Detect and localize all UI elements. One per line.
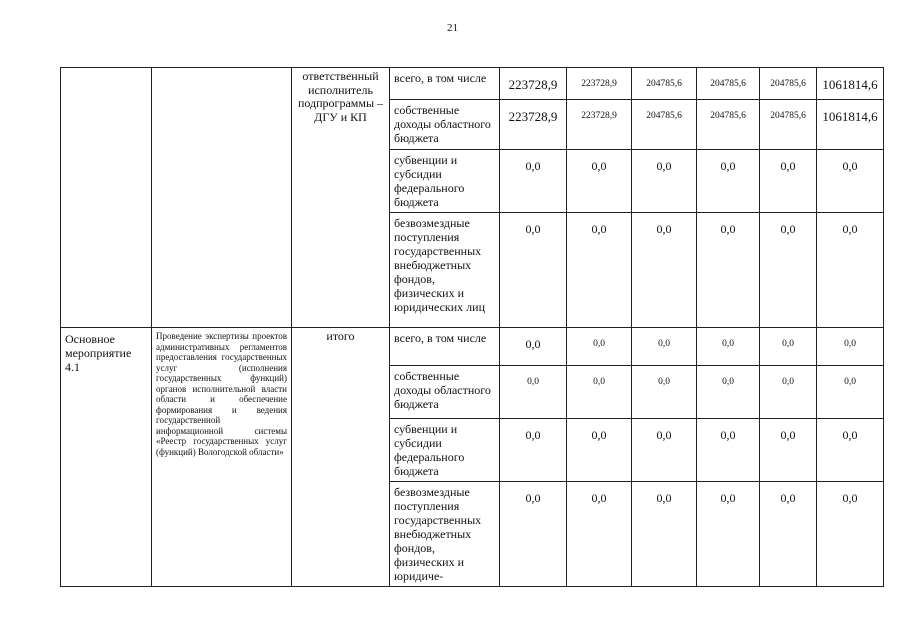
value-cell: 0,0 [500,419,567,482]
value-cell: 223728,9 [500,100,567,150]
description-cell: Проведение экспертизы проектов административных регламентов предоставления государственных услуг (исполнения государственных функций) органов исполнительной власти области и обеспечение формирования и ведения государственной информационной системы «Реестр государственных услуг (функций) Вологодской области» [152,328,292,587]
executor-cell: ответственный исполнитель подпрограммы – ДГУ и КП [292,68,390,328]
value-cell: 1061814,6 [817,68,884,100]
source-cell: субвенции и субсидии федерального бюджета [390,150,500,213]
value-cell: 0,0 [567,419,632,482]
value-cell: 223728,9 [567,100,632,150]
value-cell: 204785,6 [632,68,697,100]
value-cell: 0,0 [817,213,884,328]
value-cell: 0,0 [760,366,817,419]
value-cell: 0,0 [500,328,567,366]
value-cell: 0,0 [697,366,760,419]
value-cell: 204785,6 [697,100,760,150]
value-cell: 0,0 [760,213,817,328]
value-cell: 0,0 [567,328,632,366]
value-cell: 0,0 [500,213,567,328]
value-cell: 0,0 [697,419,760,482]
source-cell: безвозмездные поступления государственных внебюджетных фондов, физических и юридиче- [390,482,500,587]
executor-cell: итого [292,328,390,587]
value-cell: 0,0 [760,150,817,213]
value-cell: 0,0 [817,328,884,366]
source-cell: собственные доходы областного бюджета [390,100,500,150]
source-cell: всего, в том числе [390,328,500,366]
value-cell: 0,0 [817,366,884,419]
value-cell: 0,0 [817,482,884,587]
value-cell: 0,0 [500,366,567,419]
value-cell: 204785,6 [632,100,697,150]
value-cell: 0,0 [817,150,884,213]
value-cell: 0,0 [632,419,697,482]
value-cell: 0,0 [567,150,632,213]
page-number: 21 [447,22,458,34]
empty-main-event-cell [61,68,152,328]
value-cell: 0,0 [632,366,697,419]
value-cell: 0,0 [632,213,697,328]
value-cell: 204785,6 [697,68,760,100]
table-row [61,68,884,100]
value-cell: 223728,9 [500,68,567,100]
table-row [61,328,884,366]
value-cell: 0,0 [567,482,632,587]
value-cell: 204785,6 [760,68,817,100]
empty-description-cell [152,68,292,328]
value-cell: 0,0 [760,482,817,587]
budget-table [60,67,884,587]
value-cell: 0,0 [632,150,697,213]
value-cell: 1061814,6 [817,100,884,150]
value-cell: 223728,9 [567,68,632,100]
source-cell: субвенции и субсидии федерального бюджета [390,419,500,482]
value-cell: 0,0 [697,150,760,213]
source-cell: собственные доходы областного бюджета [390,366,500,419]
value-cell: 0,0 [697,328,760,366]
value-cell: 0,0 [632,482,697,587]
value-cell: 0,0 [500,150,567,213]
main-event-cell: Основное мероприятие 4.1 [61,328,152,587]
value-cell: 0,0 [567,213,632,328]
value-cell: 0,0 [760,328,817,366]
source-cell: всего, в том числе [390,68,500,100]
value-cell: 0,0 [500,482,567,587]
value-cell: 0,0 [697,213,760,328]
value-cell: 204785,6 [760,100,817,150]
source-cell: безвозмездные поступления государственных внебюджетных фондов, физических и юридических лиц [390,213,500,328]
value-cell: 0,0 [697,482,760,587]
value-cell: 0,0 [632,328,697,366]
value-cell: 0,0 [567,366,632,419]
value-cell: 0,0 [817,419,884,482]
value-cell: 0,0 [760,419,817,482]
